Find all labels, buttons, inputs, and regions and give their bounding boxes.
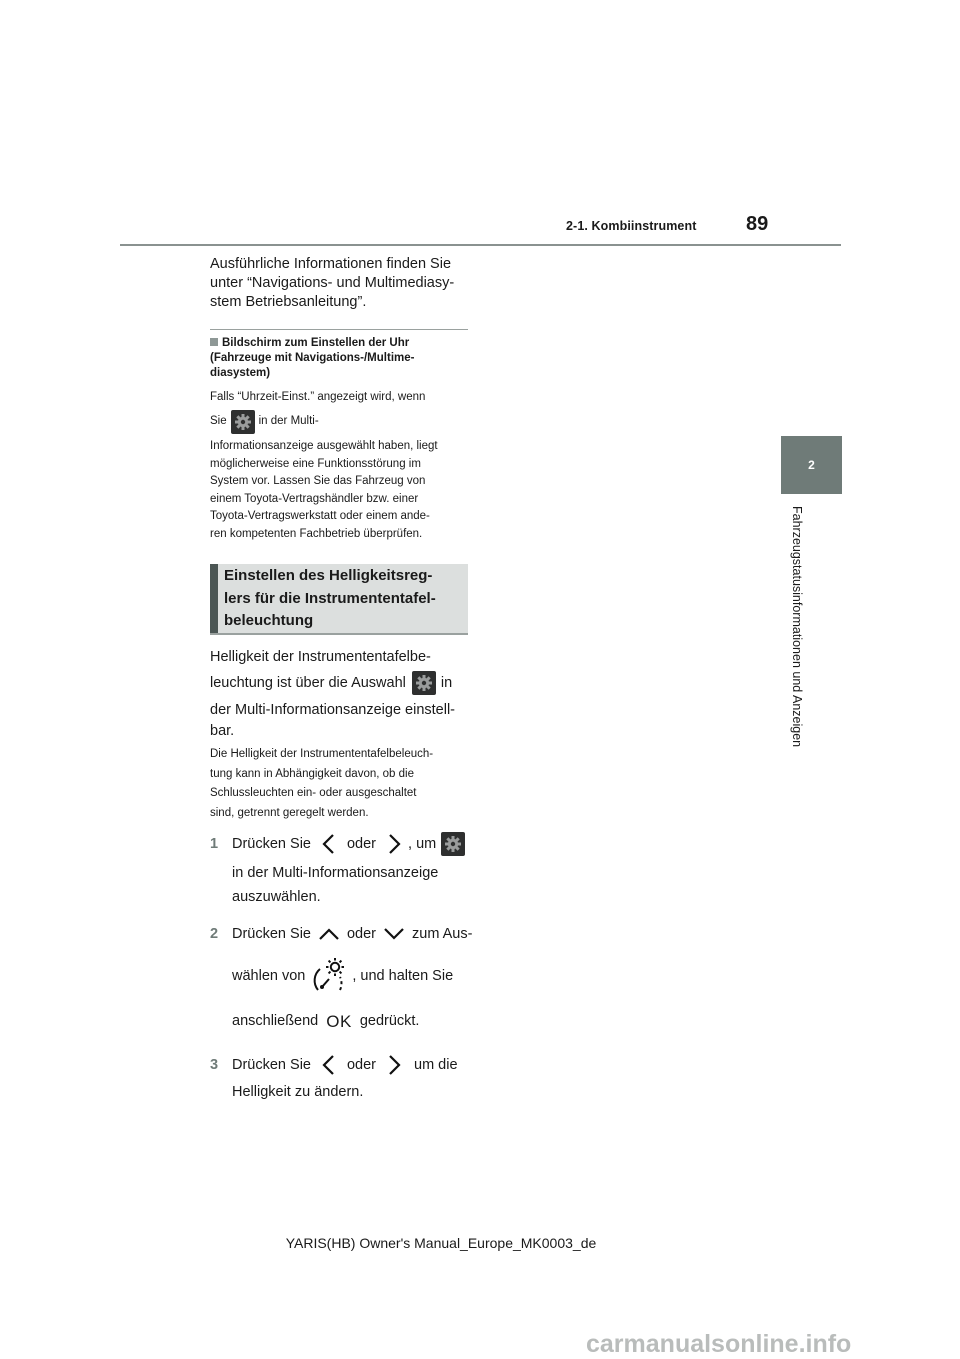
brightness-text-line: der Multi-Informationsanzeige einstell- xyxy=(210,702,455,718)
text-fragment: in xyxy=(440,674,453,691)
chevron-left-icon xyxy=(317,1053,341,1077)
text-fragment: um die xyxy=(414,1056,458,1073)
chevron-up-icon xyxy=(317,926,341,942)
clock-subsection-heading xyxy=(210,336,468,381)
text-fragment: zum Aus- xyxy=(412,925,473,942)
intro-paragraph xyxy=(210,255,470,312)
text-fragment: , um xyxy=(408,835,437,852)
section-header: 2-1. Kombiinstrument xyxy=(566,219,697,233)
subsection-rule xyxy=(210,329,468,330)
header-rule xyxy=(120,244,841,246)
step-2-line xyxy=(232,957,453,995)
heading-line: Einstellen des Helligkeitsreg- xyxy=(224,567,433,584)
step-1-line: auszuwählen. xyxy=(232,889,321,905)
text-fragment: Drücken Sie xyxy=(232,1056,311,1073)
note-line: Die Helligkeit der Instrumententafelbeleuch- xyxy=(210,748,434,760)
chevron-down-icon xyxy=(382,926,406,942)
text-fragment: anschließend xyxy=(232,1012,319,1029)
chevron-right-icon xyxy=(382,1053,406,1077)
text-fragment: Drücken Sie xyxy=(232,835,311,852)
note-line: Schlussleuchten ein- oder ausgeschaltet xyxy=(210,787,417,799)
heading-line: diasystem) xyxy=(210,367,271,379)
brightness-text-line: Helligkeit der Instrumententafelbe- xyxy=(210,649,431,665)
heading-line: Bildschirm zum Einstellen der Uhr xyxy=(222,337,410,349)
note-line: sind, getrennt geregelt werden. xyxy=(210,806,369,819)
intro-line: Ausführliche Informationen finden Sie xyxy=(210,256,452,272)
chapter-tab xyxy=(781,436,842,494)
chapter-number: 2 xyxy=(808,458,815,472)
brightness-section-heading xyxy=(210,564,468,634)
heading-accent-bar xyxy=(210,564,218,634)
heading-line: beleuchtung xyxy=(224,612,314,629)
note-line: tung kann in Abhängigkeit davon, ob die xyxy=(210,767,414,780)
heading-line: (Fahrzeuge mit Navigations-/Multime- xyxy=(210,352,415,364)
clock-text-block xyxy=(210,438,472,543)
clock-text-line: möglicherweise eine Funktionsstörung im xyxy=(210,457,421,470)
step-number: 3 xyxy=(210,1056,219,1073)
step-2 xyxy=(210,922,472,946)
square-bullet-icon xyxy=(210,338,218,346)
footer-text: YARIS(HB) Owner's Manual_Europe_MK0003_de xyxy=(285,1235,597,1251)
step-3 xyxy=(210,1052,458,1078)
instrument-brightness-icon xyxy=(310,957,348,995)
text-fragment: Drücken Sie xyxy=(232,925,311,942)
clock-text-line: Informationsanzeige ausgewählt haben, liegt xyxy=(210,440,438,452)
text-fragment: oder xyxy=(346,925,377,942)
clock-text-line: Falls “Uhrzeit-Einst.” angezeigt wird, wenn xyxy=(210,391,426,403)
chapter-title xyxy=(786,506,804,771)
gear-settings-icon xyxy=(441,832,465,856)
watermark: carmanualsonline.info xyxy=(586,1330,852,1358)
heading-line: lers für die Instrumententafel- xyxy=(224,589,436,607)
step-2-line xyxy=(232,1008,419,1034)
page-number: 89 xyxy=(746,213,769,235)
footer xyxy=(0,1235,960,1251)
step-1 xyxy=(210,831,465,857)
text-fragment: Sie xyxy=(210,415,227,428)
gear-settings-icon xyxy=(231,410,255,434)
clock-text-line: einem Toyota-Vertragshändler bzw. einer xyxy=(210,492,419,505)
step-3-line: Helligkeit zu ändern. xyxy=(232,1084,364,1100)
brightness-text-line xyxy=(210,670,452,696)
text-fragment: in der Multi- xyxy=(258,415,319,428)
text-fragment: oder xyxy=(346,1056,377,1073)
chevron-left-icon xyxy=(317,832,341,856)
text-fragment: oder xyxy=(346,835,377,852)
text-fragment: leuchtung ist über die Auswahl xyxy=(210,674,406,691)
gear-settings-icon xyxy=(412,671,436,695)
intro-line: stem Betriebsanleitung”. xyxy=(210,294,367,310)
clock-text-line: ren kompetenten Fachbetrieb überprüfen. xyxy=(210,527,423,540)
chevron-right-icon xyxy=(382,832,406,856)
clock-text-line: Toyota-Vertragswerkstatt oder einem ande- xyxy=(210,510,430,522)
ok-button-icon: OK xyxy=(326,1011,352,1031)
clock-text-line xyxy=(210,409,470,435)
step-number: 2 xyxy=(210,925,219,942)
step-number: 1 xyxy=(210,835,219,852)
heading-bottom-rule xyxy=(210,633,468,635)
text-fragment: wählen von xyxy=(232,967,306,984)
clock-text-line: System vor. Lassen Sie das Fahrzeug von xyxy=(210,475,426,487)
brightness-text-line: bar. xyxy=(210,723,235,739)
step-1-line: in der Multi-Informationsanzeige xyxy=(232,865,439,881)
brightness-note xyxy=(210,745,472,823)
text-fragment: gedrückt. xyxy=(359,1012,420,1029)
intro-line: unter “Navigations- und Multimediasy- xyxy=(210,275,455,291)
chapter-title-text: Fahrzeugstatusinformationen und Anzeigen xyxy=(790,506,804,748)
text-fragment: , und halten Sie xyxy=(352,967,454,984)
